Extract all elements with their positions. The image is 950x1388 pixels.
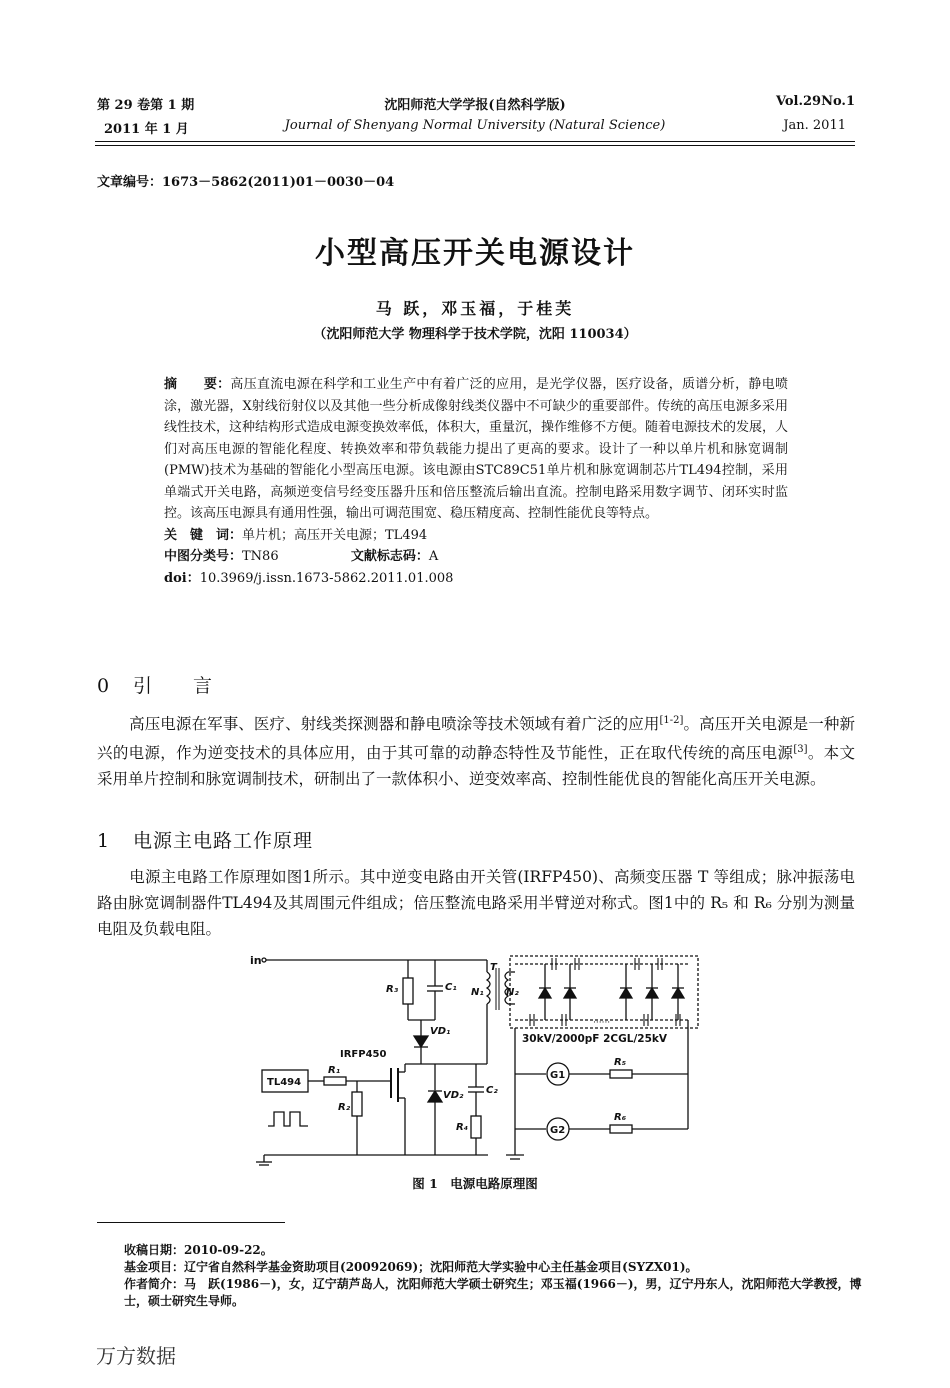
keywords <box>164 525 788 547</box>
svg-text:R₂: R₂ <box>338 1102 351 1113</box>
svg-text:N₁: N₁ <box>471 987 484 998</box>
affiliation: （沈阳师范大学 物理科学于技术学院，沈阳 110034） <box>313 327 637 342</box>
svg-text:C₁: C₁ <box>445 982 457 993</box>
svg-text:R₆: R₆ <box>614 1112 627 1123</box>
svg-text:R₄: R₄ <box>456 1122 469 1133</box>
label-in: in <box>250 954 262 967</box>
footnote-received: 收稿日期：2010-09-22。 <box>124 1243 273 1257</box>
paper-title: 小型高压开关电源设计 <box>315 236 635 271</box>
resistor-r5 <box>610 1070 632 1078</box>
watermark: 万方数据 <box>96 1344 176 1368</box>
input-terminal <box>262 958 266 962</box>
rectifier-diodes <box>539 964 684 1020</box>
classification <box>164 546 788 568</box>
abstract-label: 摘 要： <box>164 377 231 392</box>
clc-label: 中图分类号： <box>164 549 243 564</box>
footnote-fund: 基金项目：辽宁省自然科学基金资助项目(20092069)；沈阳师范大学实验中心主任基金项目(SYZX01)。 <box>124 1260 698 1274</box>
header-journal-en: Journal of Shenyang Normal University (Natural Science) <box>284 118 666 133</box>
abstract-body <box>164 374 788 525</box>
svg-text:R₁: R₁ <box>328 1065 341 1076</box>
doi <box>164 568 788 590</box>
header-rule-thin <box>95 145 855 146</box>
header-vol-en: Vol.29No.1 <box>775 94 855 109</box>
section-title: 电源主电路工作原理 <box>133 830 314 852</box>
section-number: 0 <box>97 675 111 697</box>
doi-value: 10.3969/j.issn.1673-5862.2011.01.008 <box>199 570 454 586</box>
section-1-paragraph: 电源主电路工作原理如图1所示。其中逆变电路由开关管(IRFP450)、高频变压器 T 等组成；脉冲振荡电路由脉宽调制器件TL494及其周围元件组成；倍压整流电路采用半臂逆对称式。图1中的 R₅ 和 R₆ 分别为测量电阻及负载电阻。 <box>97 868 855 938</box>
svg-text:R₃: R₃ <box>386 984 399 995</box>
pulse-waveform-icon <box>268 1112 308 1126</box>
circuit-diagram <box>240 950 710 1172</box>
svg-text:IRFP450: IRFP450 <box>340 1049 387 1060</box>
section-heading-1 <box>97 826 313 853</box>
svg-text:VD₂: VD₂ <box>443 1090 464 1101</box>
doc-code-value: A <box>428 549 439 564</box>
header-date-en: Jan. 2011 <box>783 118 846 133</box>
header-rule <box>95 141 855 142</box>
header-date: 2011 年 1 月 <box>104 122 189 137</box>
section-heading-0 <box>97 671 213 698</box>
diode-vd1 <box>414 1036 428 1047</box>
doi-label: doi： <box>164 570 200 586</box>
keywords-value: 单片机；高压开关电源；TL494 <box>242 527 428 543</box>
transformer-primary <box>487 972 490 1004</box>
clc-value: TN86 <box>242 549 279 564</box>
header-volume: 第 29 卷第 1 期 <box>97 98 195 113</box>
footnote-rule <box>97 1222 285 1223</box>
svg-text:VD₁: VD₁ <box>430 1026 451 1037</box>
section-0-paragraph: 高压电源在军事、医疗、射线类探测器和静电喷涂等技术领域有着广泛的应用[1-2]。高压开关电源是一种新兴的电源，作为逆变技术的具体应用，由于其可靠的动静态特性及节能性，正在取代传统的高压电源[3]。本文采用单片控制和脉宽调制技术，研制出了一款体积小、逆变效率高、控制性能优良的智能化高压开关电源。 <box>97 715 855 789</box>
svg-text:T: T <box>490 962 497 973</box>
article-number: 文章编号：1673－5862(2011)01－0030－04 <box>97 175 395 190</box>
section-number: 1 <box>97 830 111 852</box>
footnote-bio: 作者简介：马 跃(1986－)，女，辽宁葫芦岛人，沈阳师范大学硕士研究生；邓玉福(1966－)，男，辽宁丹东人，沈阳师范大学教授，博士，硕士研究生导师。 <box>124 1277 862 1308</box>
svg-text:R₅: R₅ <box>614 1057 627 1068</box>
resistor-r2 <box>352 1092 362 1116</box>
svg-text:N₂: N₂ <box>506 987 519 998</box>
resistor-r6 <box>610 1125 632 1133</box>
header-journal-cn: 沈阳师范大学学报(自然科学版) <box>384 98 566 113</box>
abstract-text: 高压直流电源在科学和工业生产中有着广泛的应用，是光学仪器，医疗设备，质谱分析，静电喷涂，激光器，X射线衍射仪以及其他一些分析成像射线类仪器中不可缺少的重要部件。传统的高压电源多采用线性技术，这种结构形式造成电源变换效率低，体积大，重量沉，操作维修不方便。随着电源技术的发展，人们对高压电源的智能化程度、转换效率和带负载能力提出了更高的要求。设计了一种以单片机和脉宽调制(PMW)技术为基础的智能化小型高压电源。该电源由STC89C51单片机和脉宽调制芯片TL494控制，采用单端式开关电路，高频逆变信号经变压器升压和倍压整流后输出直流。控制电路采用数字调节、闭环实时监控。该高压电源具有通用性强，输出可调范围宽、稳压精度高、控制性能优良等特点。 <box>164 377 789 521</box>
svg-text:G1: G1 <box>550 1070 566 1081</box>
resistor-r4 <box>471 1116 481 1138</box>
authors: 马 跃，邓玉福，于桂芙 <box>375 299 575 318</box>
svg-text:TL494: TL494 <box>267 1077 302 1088</box>
resistor-r1 <box>324 1077 346 1085</box>
multiplier-rating: 30kV/2000pF 2CGL/25kV <box>522 1033 668 1045</box>
diode-vd2 <box>428 1091 442 1102</box>
figure-caption: 图 1 电源电路原理图 <box>412 1176 538 1191</box>
resistor-r3 <box>403 978 413 1004</box>
doc-code-label: 文献标志码： <box>350 549 429 564</box>
svg-text:C₂: C₂ <box>486 1085 498 1096</box>
keywords-label: 关 键 词： <box>164 527 243 543</box>
section-title: 引 言 <box>133 675 214 697</box>
svg-text:G2: G2 <box>550 1125 566 1136</box>
svg-text:······: ······ <box>593 1018 611 1028</box>
abstract <box>164 374 788 589</box>
